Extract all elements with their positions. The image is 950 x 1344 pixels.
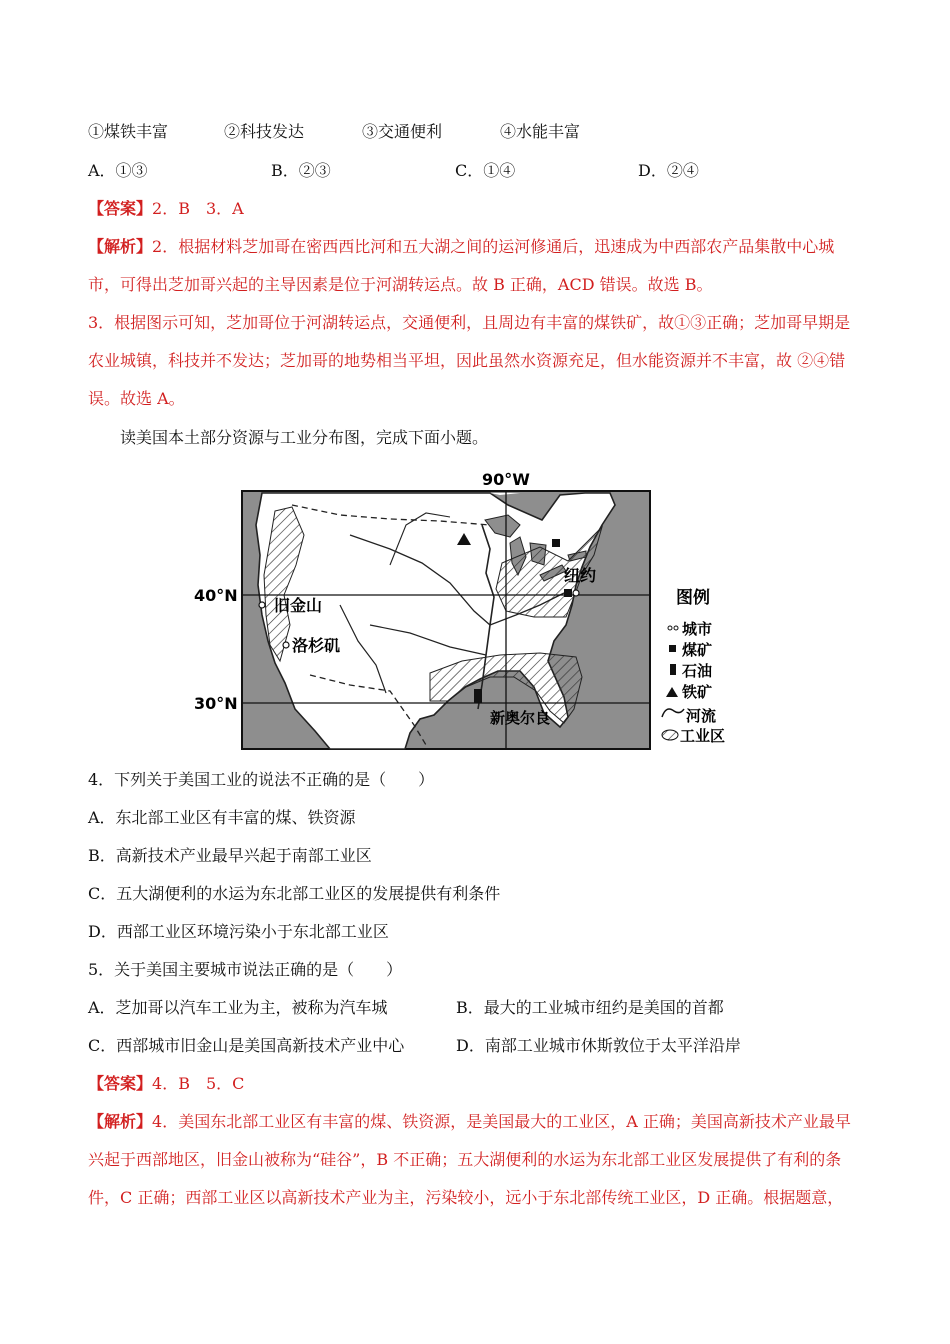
oil-symbol	[474, 689, 482, 703]
legend-iron-symbol	[666, 687, 678, 697]
city-newyork-label: 纽约	[564, 566, 597, 585]
answer-block-1	[88, 199, 244, 219]
choice-c: C．①④	[455, 161, 516, 180]
answer-block-2	[88, 1074, 244, 1094]
legend-oil-symbol	[670, 664, 676, 675]
analysis-tag: 【解析】	[88, 237, 153, 256]
option-4: ④水能丰富	[500, 122, 581, 141]
city-la-symbol	[283, 642, 289, 648]
option-2: ②科技发达	[224, 122, 305, 141]
answer-tag-2: 【答案】	[88, 1074, 153, 1093]
longitude-label: 90°W	[482, 470, 530, 489]
analysis-tag-2: 【解析】	[88, 1112, 153, 1131]
option-1: ①煤铁丰富	[88, 122, 169, 141]
city-sf-symbol	[259, 602, 265, 608]
answer-text: 2．B 3．A	[152, 199, 244, 218]
q5-option-a: A．芝加哥以汽车工业为主，被称为汽车城	[88, 998, 388, 1017]
choice-a: A．①③	[88, 161, 148, 180]
q5-stem: 5．关于美国主要城市说法正确的是（ ）	[88, 960, 403, 979]
city-sf-label: 旧金山	[274, 596, 323, 615]
q4-option-a: A．东北部工业区有丰富的煤、铁资源	[88, 808, 356, 827]
legend-iron: 铁矿	[682, 683, 713, 701]
legend-coal: 煤矿	[682, 641, 713, 659]
city-la-label: 洛杉矶	[292, 636, 341, 655]
analysis-text-2: 2．根据材料芝加哥在密西西比河和五大湖之间的运河修通后，迅速成为中西部农产品集散中心城市，可得出芝加哥兴起的主导因素是位于河湖转运点。故 B 正确，ACD 错误。故选 B。	[88, 237, 835, 294]
legend-river: 河流	[686, 707, 717, 725]
option-3: ③交通便利	[362, 122, 443, 141]
latitude-40-label: 40°N	[194, 586, 238, 605]
legend-title: 图例	[676, 588, 710, 608]
analysis-text-3: 3．根据图示可知，芝加哥位于河湖转运点，交通便利，且周边有丰富的煤铁矿，故①③正确；芝加哥早期是农业城镇，科技并不发达；芝加哥的地势相当平坦，因此虽然水资源充足，但水能资源并不丰富，故 ②④错误。故选 A。	[88, 313, 851, 408]
coal-symbol-ny	[564, 589, 572, 597]
analysis-block-2	[88, 1103, 864, 1217]
legend-industry-symbol	[662, 730, 678, 740]
us-resource-industry-map	[190, 465, 750, 755]
analysis-block-1	[88, 228, 864, 304]
map-intro: 读美国本土部分资源与工业分布图，完成下面小题。	[120, 428, 489, 447]
legend-oil: 石油	[682, 662, 713, 680]
answer-text-2: 4．B 5．C	[152, 1074, 245, 1093]
legend-industry: 工业区	[680, 727, 726, 745]
choice-d: D．②④	[638, 161, 699, 180]
q4-option-b: B．高新技术产业最早兴起于南部工业区	[88, 846, 372, 865]
city-neworleans-label: 新奥尔良	[490, 709, 551, 727]
legend-river-symbol	[662, 709, 684, 717]
legend-coal-symbol	[669, 645, 676, 652]
q4-option-c: C．五大湖便利的水运为东北部工业区的发展提供有利条件	[88, 884, 501, 903]
q5-option-d: D．南部工业城市休斯敦位于太平洋沿岸	[456, 1036, 741, 1055]
legend-city: 城市	[682, 620, 713, 638]
coal-symbol-northeast	[552, 539, 560, 547]
q5-option-b: B．最大的工业城市纽约是美国的首都	[456, 998, 724, 1017]
q5-option-c: C．西部城市旧金山是美国高新技术产业中心	[88, 1036, 405, 1055]
choice-b: B．②③	[271, 161, 331, 180]
analysis-text-4: 4．美国东北部工业区有丰富的煤、铁资源，是美国最大的工业区，A 正确；美国高新技术产业最早兴起于西部地区，旧金山被称为“硅谷”，B 不正确；五大湖便利的水运为东北部工业区发展提供了有利的条件，C 正确；西部工业区以高新技术产业为主，污染较小，远小于东北部传统工业区，D 正确。根据题意，	[88, 1112, 851, 1207]
q4-stem: 4．下列关于美国工业的说法不正确的是（ ）	[88, 770, 435, 789]
city-newyork-symbol	[573, 590, 579, 596]
latitude-30-label: 30°N	[194, 694, 238, 713]
answer-tag: 【答案】	[88, 199, 153, 218]
q4-option-d: D．西部工业区环境污染小于东北部工业区	[88, 922, 389, 941]
